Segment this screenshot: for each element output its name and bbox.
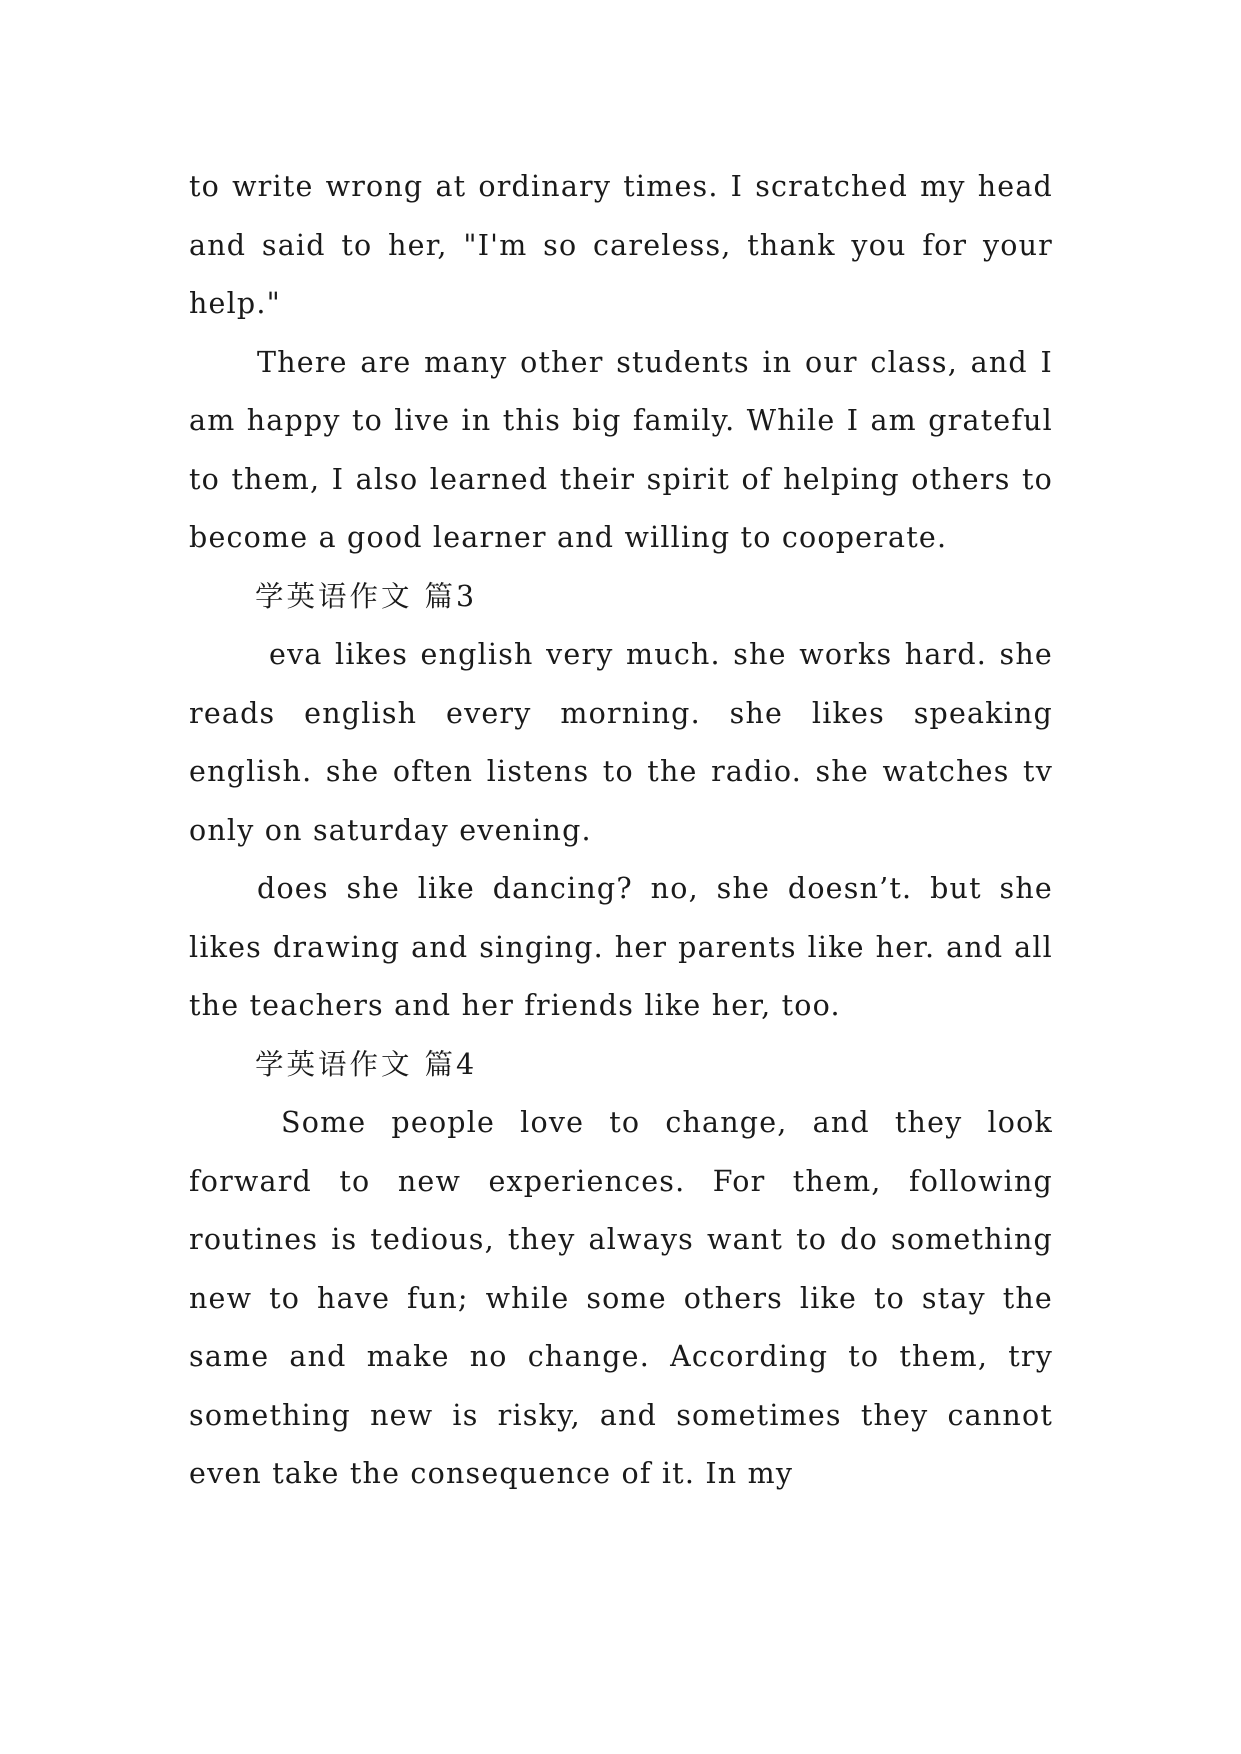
paragraph-change: Some people love to change, and they look forward to new experiences. For them, following routines is tedious, they always want to do something new to have fun; while some others like to stay the same and make no change. According to them, try something new is risky, and sometimes they cannot even take the consequence of it. In my	[189, 1106, 1053, 1490]
essay-heading-4: 学英语作文 篇4	[255, 1047, 478, 1081]
paragraph-eva-dancing: does she like dancing? no, she doesn’t. but she likes drawing and singing. her parents like her. and all the teachers and her friends like her, too.	[189, 872, 1053, 1022]
essay-heading-3: 学英语作文 篇3	[255, 579, 478, 613]
document-body	[189, 158, 1053, 1504]
paragraph-eva-likes-english: eva likes english very much. she works hard. she reads english every morning. she likes speaking english. she often listens to the radio. she watches tv only on saturday evening.	[189, 638, 1053, 847]
paragraph-class-family: There are many other students in our class, and I am happy to live in this big family. While I am grateful to them, I also learned their spirit of helping others to become a good learner and willing to cooperate.	[189, 345, 1053, 554]
paragraph-continuation: to write wrong at ordinary times. I scratched my head and said to her, "I'm so careless, thank you for your help."	[189, 170, 1053, 320]
